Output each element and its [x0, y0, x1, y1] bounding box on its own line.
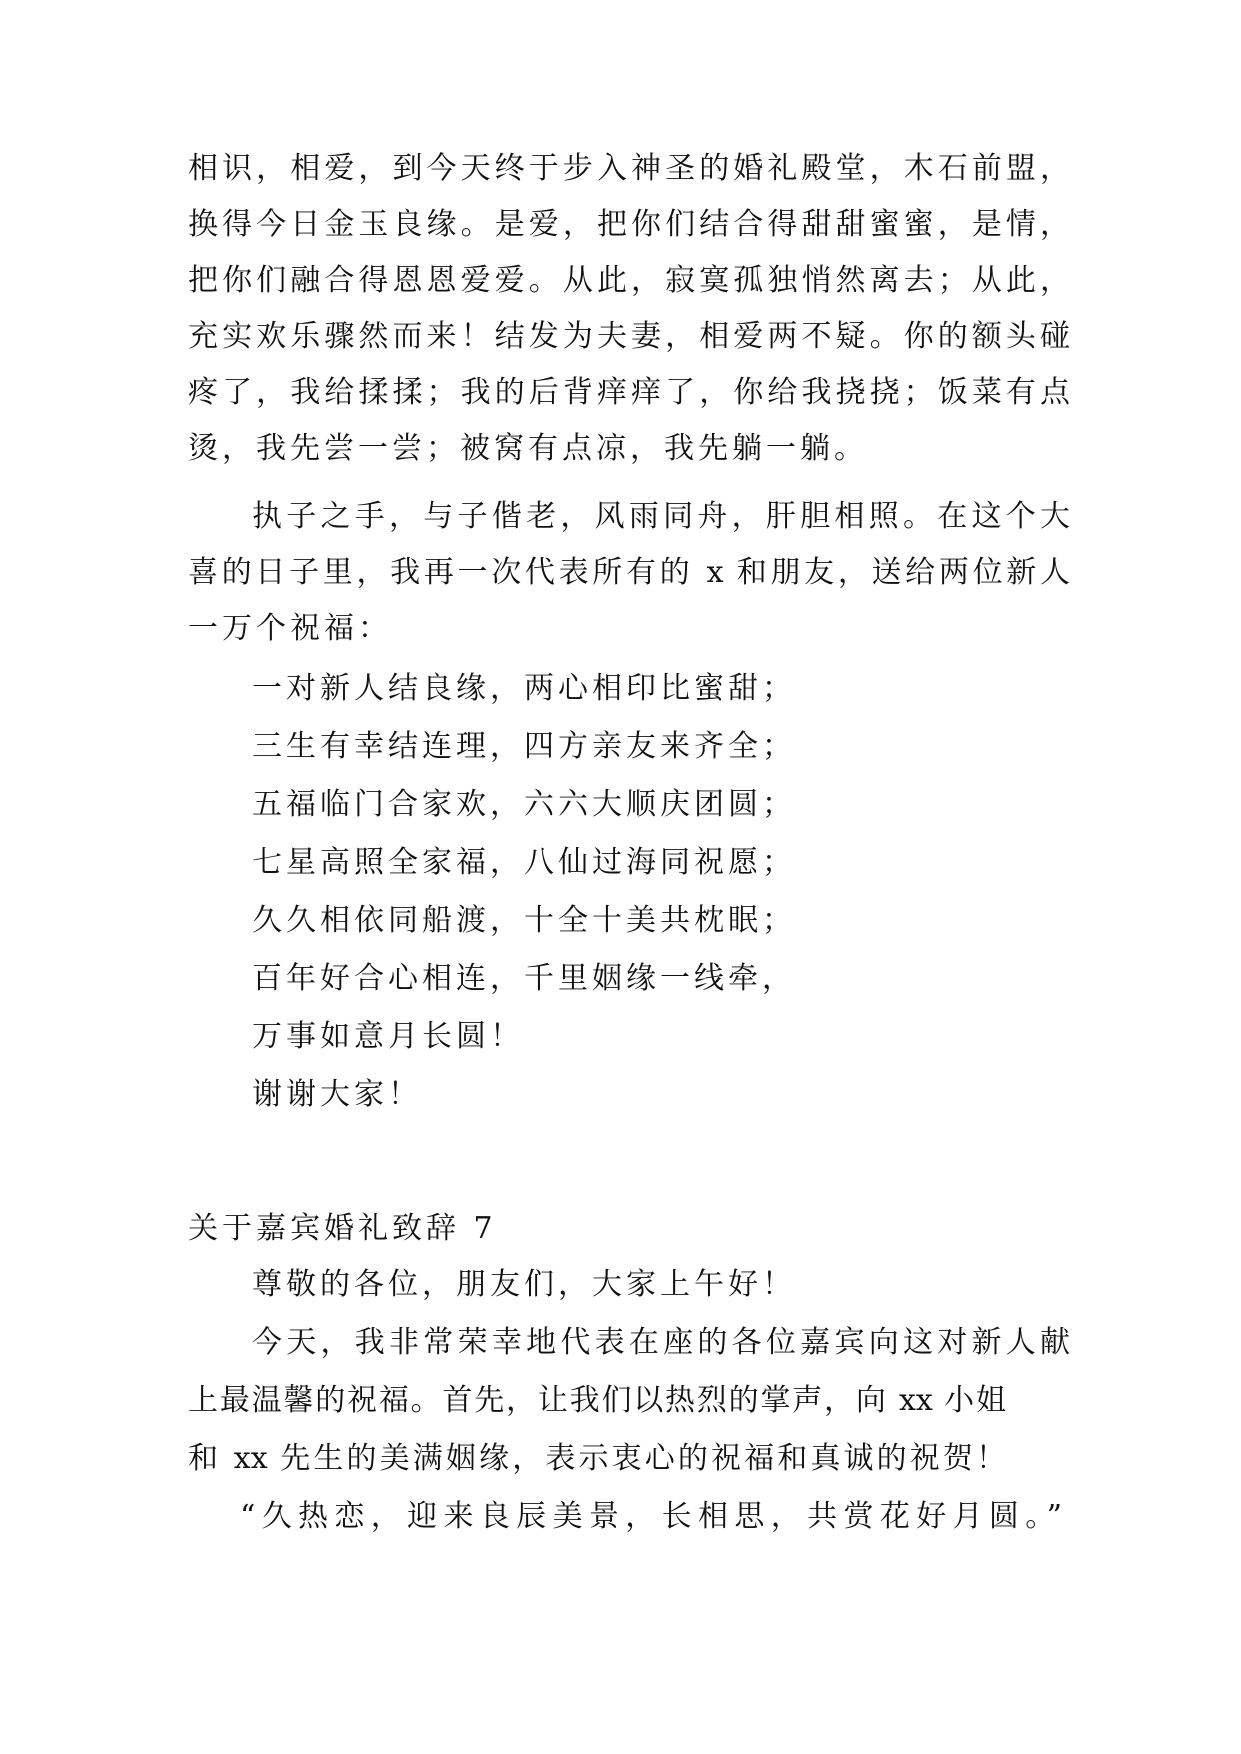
poem-line: 三生有幸结连理，四方亲友来齐全； [252, 729, 796, 764]
paragraph-line: 喜的日子里，我再一次代表所有的 x 和朋友，送给两位新人 [188, 555, 1070, 590]
paragraph-line: 换得今日金玉良缘。是爱，把你们结合得甜甜蜜蜜，是情， [188, 207, 1070, 242]
poem-line: 一对新人结良缘，两心相印比蜜甜； [252, 671, 796, 706]
paragraph-line: 一万个祝福： [188, 611, 392, 646]
poem-line: 百年好合心相连，千里姻缘一线牵， [252, 961, 796, 996]
poem-line: 万事如意月长圆！ [252, 1019, 524, 1054]
paragraph-line: 相识，相爱，到今天终于步入神圣的婚礼殿堂，木石前盟， [188, 151, 1070, 186]
section-title: 关于嘉宾婚礼致辞 7 [188, 1211, 497, 1246]
paragraph-line: 上最温馨的祝福。首先，让我们以热烈的掌声，向 xx 小姐 [188, 1383, 1006, 1418]
poem-line: 五福临门合家欢，六六大顺庆团圆； [252, 787, 796, 822]
paragraph-line: 把你们融合得恩恩爱爱。从此，寂寞孤独悄然离去；从此， [188, 263, 1070, 298]
paragraph-line: 充实欢乐骤然而来！结发为夫妻，相爱两不疑。你的额头碰 [188, 319, 1070, 354]
quote-line: “久热恋，迎来良辰美景，长相思，共赏花好月圆。” [240, 1499, 1062, 1534]
poem-line: 谢谢大家！ [252, 1077, 422, 1112]
poem-line: 七星高照全家福，八仙过海同祝愿； [252, 845, 796, 880]
paragraph-line: 和 xx 先生的美满姻缘，表示衷心的祝福和真诚的祝贺！ [188, 1441, 1006, 1476]
paragraph-line: 执子之手，与子偕老，风雨同舟，肝胆相照。在这个大 [252, 499, 1070, 534]
paragraph-line: 今天，我非常荣幸地代表在座的各位嘉宾向这对新人献 [252, 1325, 1070, 1360]
paragraph-line: 烫，我先尝一尝；被窝有点凉，我先躺一躺。 [188, 431, 868, 466]
poem-line: 久久相依同船渡，十全十美共枕眠； [252, 903, 796, 938]
paragraph-line: 疼了，我给揉揉；我的后背痒痒了，你给我挠挠；饭菜有点 [188, 375, 1070, 410]
greeting: 尊敬的各位，朋友们，大家上午好！ [252, 1267, 796, 1302]
